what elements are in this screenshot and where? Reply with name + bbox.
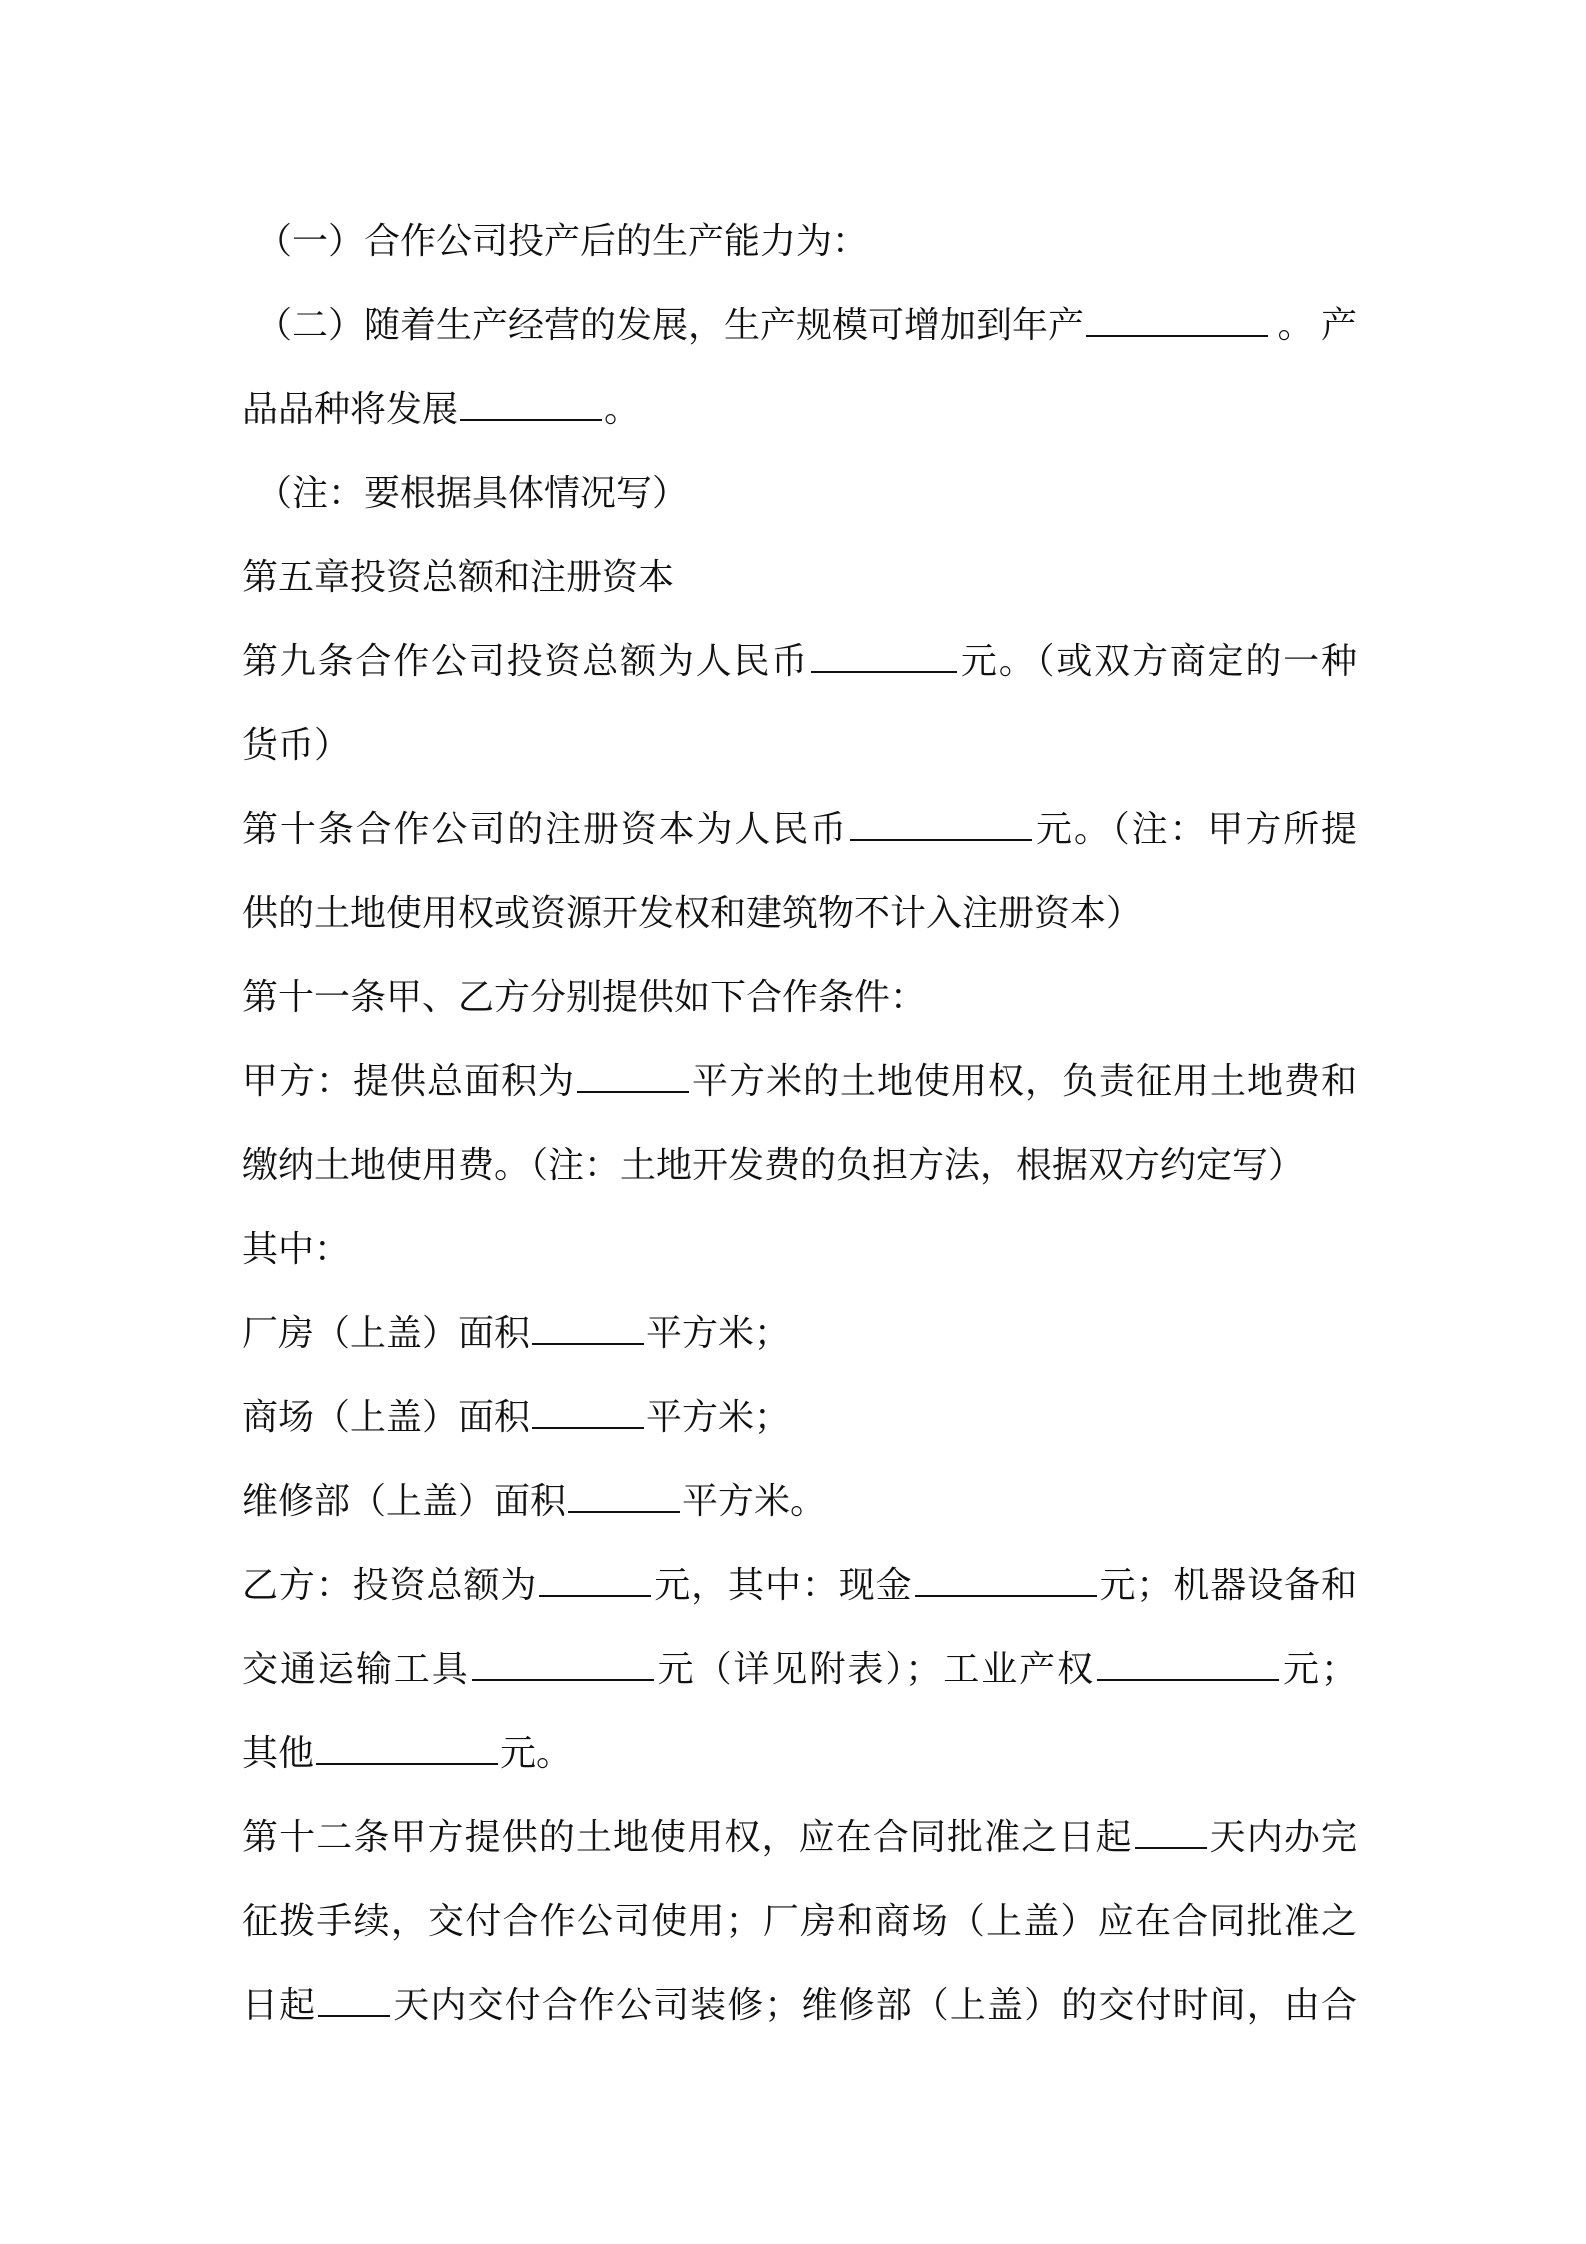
paragraph-line	[242, 452, 1357, 536]
line-text: 维修部（上盖）面积	[242, 1481, 567, 1522]
fill-blank[interactable]	[850, 803, 1032, 841]
line-text: 元；	[1281, 1649, 1357, 1690]
paragraph-line	[242, 788, 1357, 872]
fill-blank[interactable]	[915, 1559, 1097, 1597]
line-text: 天内交付合作公司装修；维修部（上盖）的交付时间，由合	[392, 1985, 1357, 2026]
fill-blank[interactable]	[472, 1643, 654, 1681]
fill-blank[interactable]	[811, 635, 957, 673]
paragraph-line	[242, 1124, 1357, 1208]
line-text: （注：要根据具体情况写）	[256, 473, 689, 514]
fill-blank[interactable]	[577, 1055, 689, 1093]
line-text: 元。	[500, 1733, 573, 1774]
paragraph-line	[242, 956, 1357, 1040]
line-text: 平方米的土地使用权，负责征用土地费和	[691, 1061, 1357, 1102]
paragraph-line	[242, 200, 1357, 284]
line-text: 日起	[242, 1985, 317, 2026]
line-text: 供的土地使用权或资源开发权和建筑物不计入注册资本）	[242, 893, 1143, 934]
fill-blank[interactable]	[532, 1391, 644, 1429]
line-text: 其中：	[242, 1229, 351, 1270]
paragraph-line	[242, 368, 1357, 452]
paragraph-line	[242, 872, 1357, 956]
fill-blank[interactable]	[539, 1559, 651, 1597]
paragraph-line	[242, 620, 1357, 704]
fill-blank[interactable]	[532, 1307, 644, 1345]
paragraph-line	[242, 1292, 1357, 1376]
line-text: 天内办完	[1208, 1817, 1357, 1858]
line-text: 货币）	[242, 725, 351, 766]
line-text: 品品种将发展	[242, 389, 459, 430]
line-text: 。	[604, 389, 641, 430]
paragraph-line	[242, 1544, 1357, 1628]
paragraph-line	[242, 1880, 1357, 1964]
line-text: 厂房（上盖）面积	[242, 1313, 531, 1354]
line-text: 平方米；	[646, 1313, 791, 1354]
line-text: 缴纳土地使用费。（注：土地开发费的负担方法，根据双方约定写）	[242, 1145, 1305, 1186]
line-text: （二）随着生产经营的发展，生产规模可增加到年产	[256, 305, 1085, 346]
line-text: 商场（上盖）面积	[242, 1397, 531, 1438]
line-text: 。产	[1270, 305, 1357, 346]
line-text: 平方米。	[682, 1481, 827, 1522]
line-text: 第五章投资总额和注册资本	[242, 557, 675, 598]
line-text: 第十二条甲方提供的土地使用权，应在合同批准之日起	[242, 1817, 1133, 1858]
paragraph-line	[242, 1376, 1357, 1460]
fill-blank[interactable]	[1097, 1643, 1279, 1681]
line-text: 元（详见附表）；工业产权	[655, 1649, 1096, 1690]
contract-text	[242, 200, 1357, 2048]
paragraph-line	[242, 1208, 1357, 1292]
line-text: 第十条合作公司的注册资本为人民币	[242, 809, 849, 850]
line-text: 元。（或双方商定的一种	[959, 641, 1357, 682]
fill-blank[interactable]	[460, 383, 602, 421]
paragraph-line	[242, 1460, 1357, 1544]
line-text: 甲方：提供总面积为	[242, 1061, 575, 1102]
line-text: 第十一条甲、乙方分别提供如下合作条件：	[242, 977, 927, 1018]
fill-blank[interactable]	[318, 1979, 390, 2017]
fill-blank[interactable]	[1135, 1811, 1207, 1849]
paragraph-line	[242, 284, 1357, 368]
line-text: 交通运输工具	[242, 1649, 470, 1690]
paragraph-line	[242, 1796, 1357, 1880]
paragraph-line	[242, 704, 1357, 788]
line-text: 平方米；	[646, 1397, 791, 1438]
line-text: （一）合作公司投产后的生产能力为：	[256, 221, 869, 262]
fill-blank[interactable]	[568, 1475, 680, 1513]
line-text: 其他	[242, 1733, 315, 1774]
line-text: 乙方：投资总额为	[242, 1565, 538, 1606]
paragraph-line	[242, 1964, 1357, 2048]
paragraph-line	[242, 1040, 1357, 1124]
line-text: 第九条合作公司投资总额为人民币	[242, 641, 810, 682]
paragraph-line	[242, 1628, 1357, 1712]
paragraph-line	[242, 1712, 1357, 1796]
line-text: 元；机器设备和	[1098, 1565, 1357, 1606]
line-text: 征拨手续，交付合作公司使用；厂房和商场（上盖）应在合同批准之	[242, 1901, 1357, 1942]
line-text: 元，其中：现金	[653, 1565, 913, 1606]
fill-blank[interactable]	[316, 1727, 498, 1765]
fill-blank[interactable]	[1086, 299, 1268, 337]
chapter-heading	[242, 536, 1357, 620]
line-text: 元。（注：甲方所提	[1034, 809, 1357, 850]
